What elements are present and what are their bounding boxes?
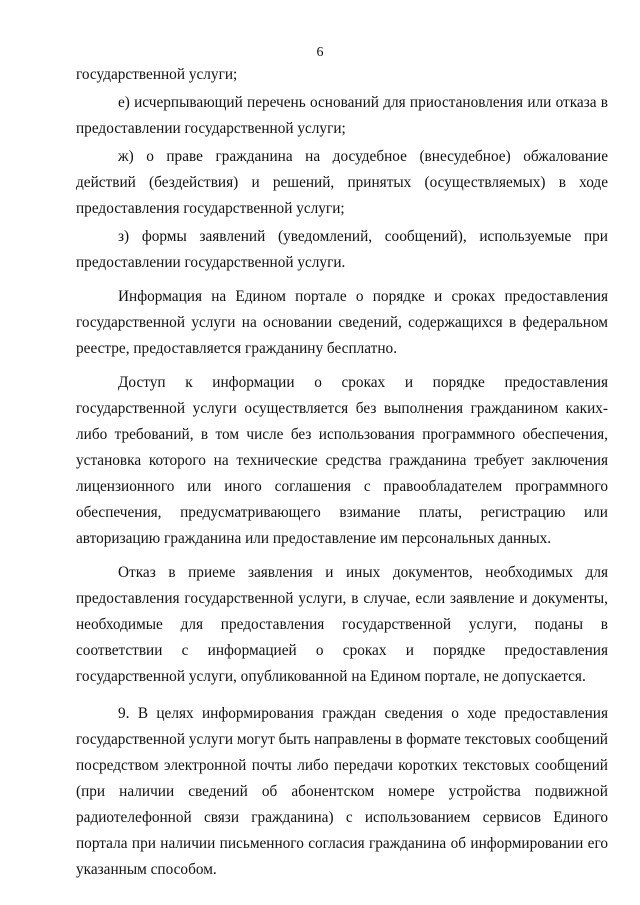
paragraph-item-e: е) исчерпывающий перечень оснований для приостановления или отказа в предоставлении государственной услуги; xyxy=(76,94,608,137)
document-body xyxy=(76,62,608,883)
paragraph-item-9: 9. В целях информирования граждан сведения о ходе предоставления государственной услуги могут быть направлены в формате текстовых сообщений посредством электронной почты либо передачи коротких текстовых сообщений (при наличии сведений об абонентском номере устройства подвижной радиотелефонной связи гражданина) с использованием сервисов Единого портала при наличии письменного согласия гражданина об информировании его указанным способом. xyxy=(76,705,608,878)
paragraph-continuation: государственной услуги; xyxy=(76,66,238,83)
paragraph-refusal: Отказ в приеме заявления и иных документов, необходимых для предоставления государственной услуги, в случае, если заявление и документы, необходимые для предоставления государственной услуги, поданы в соответствии с информацией о сроках и порядке предоставления государственной услуги, опубликованной на Едином портале, не допускается. xyxy=(76,564,608,685)
paragraph-item-z: з) формы заявлений (уведомлений, сообщений), используемые при предоставлении государственной услуги. xyxy=(76,228,608,271)
page-number: 6 xyxy=(316,45,324,60)
paragraph-access-info: Доступ к информации о сроках и порядке предоставления государственной услуги осуществляется без выполнения гражданином каких-либо требований, в том числе без использования программного обеспечения, установка которого на технические средства гражданина требует заключения лицензионного или иного соглашения с правообладателем программного обеспечения, предусматривающего взимание платы, регистрацию или авторизацию гражданина или предоставление им персональных данных. xyxy=(76,374,608,547)
paragraph-portal-info: Информация на Едином портале о порядке и сроках предоставления государственной услуги на основании сведений, содержащихся в федеральном реестре, предоставляется гражданину бесплатно. xyxy=(76,288,608,357)
paragraph-item-zh: ж) о праве гражданина на досудебное (внесудебное) обжалование действий (бездействия) и решений, принятых (осуществляемых) в ходе предоставления государственной услуги; xyxy=(76,148,608,217)
